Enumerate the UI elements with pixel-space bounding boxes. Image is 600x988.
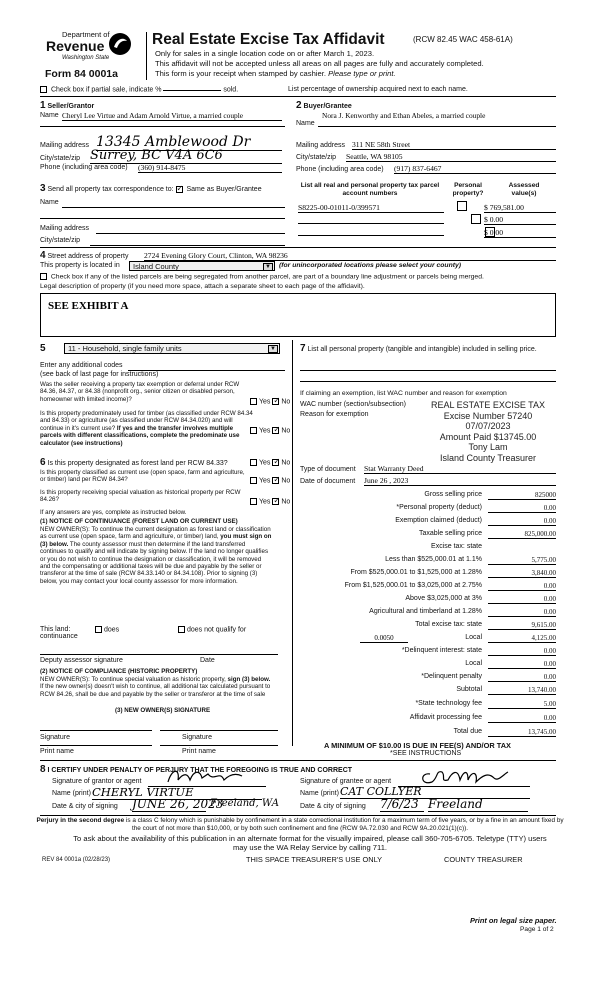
grantor-signature-row: Signature of grantor or agent [52, 778, 292, 785]
parcel-col-header: List all real and personal property tax parcel account numbers [300, 182, 440, 197]
total-state-row: Total excise tax: state 9,615.00 [415, 621, 556, 629]
buyer-phone-row: Phone (including area code) (917) 837-6467 [296, 166, 556, 173]
q-timber: Is this property predominately used for timber (as classified under RCW 84.34 and 84.33) or agriculture (as classified under RCW 84.34.020) and will continue in it's current use? If yes and the transfer involves multiple parcels with different classifications, complete the predominate use calculator (see instructions) [40, 410, 253, 447]
parcel-number-3[interactable] [298, 234, 444, 236]
deputy-signature-line[interactable] [40, 654, 278, 655]
new-owner-print-1[interactable] [40, 745, 152, 746]
form-title: Real Estate Excise Tax Affidavit [152, 31, 385, 48]
grantor-name-row: Name (print) CHERYL VIRTUE [52, 790, 292, 797]
historic-no-checkbox[interactable] [272, 498, 279, 505]
street-address-field[interactable]: 2724 Evening Glory Court, Clinton, WA 98236 [144, 251, 556, 261]
grantor-date-field[interactable]: JUNE 26, 2023 [132, 797, 224, 811]
personal-checkbox-2[interactable] [471, 214, 481, 224]
tier1-row: Less than $525,000.01 at 1.1% 5,775.00 [385, 556, 556, 564]
grantee-name-field[interactable]: CAT COLLYER [340, 785, 530, 799]
gross-price-row: Gross selling price 825000 [424, 491, 556, 499]
dept-of-text: Department of [62, 30, 110, 39]
certify-heading: 8 I CERTIFY UNDER PENALTY OF PERJURY THAT THE FOREGOING IS TRUE AND CORRECT [40, 764, 353, 775]
tier2-row: From $525,000.01 to $1,525,000 at 1.28% 3,840.00 [350, 569, 556, 577]
state-text: Washington State [62, 55, 110, 61]
notice-compliance-text: NEW OWNER(S): To continue special valuation as historic property, sign (3) below. If the new owner(s) doesn't wish to continue, all additional tax calculated pursuant to RCW 84.26, shall be due and payable by the seller or transferor at the time of sale [40, 676, 271, 698]
q-current-use: Is this property classified as current use (open space, farm and agriculture, or timber) land per RCW 84.34? [40, 469, 245, 484]
corr-mailing-field[interactable] [96, 232, 285, 234]
header-divider [146, 32, 147, 80]
grantee-city-field[interactable]: Freeland [428, 797, 528, 812]
local-tax-row: 0.0050 Local 4,125.00 [300, 634, 556, 645]
treasurer-stamp: REAL ESTATE EXCISE TAX Excise Number 57240 07/07/2023 Amount Paid $13745.00 Tony Lam Island County Treasurer [430, 400, 546, 463]
parcel-number-1[interactable]: S8225-00-01011-0/399571 [298, 203, 444, 213]
q-current-use-answers: Yes ✓ No [250, 477, 290, 484]
grantee-date-row: Date & city of signing 7/6/23 Freeland [300, 803, 556, 810]
grantor-date-row: Date & city of signing JUNE 26, 2023 Freeland, WA [52, 797, 279, 811]
not-qualifies-checkbox[interactable] [178, 626, 185, 633]
q-exemption-answers: Yes ✓ No [250, 398, 290, 405]
affidavit-fee-row: Affidavit processing fee 0.00 [409, 714, 556, 722]
exemption-no-checkbox[interactable] [272, 398, 279, 405]
q-historic-answers: Yes ✓ No [250, 498, 290, 505]
seller-name-row: Name Cheryl Lee Virtue and Adam Arnold Virtue, a married couple [40, 112, 285, 119]
chevron-down-icon: ▼ [268, 345, 278, 353]
form-number: Form 84 0001a [45, 68, 118, 80]
seller-heading: 1 Seller/Grantor [40, 100, 95, 111]
header-line3: This form is your receipt when stamped by cashier. Please type or print. [155, 69, 396, 78]
minimum-due-note: A MINIMUM OF $10.00 IS DUE IN FEE(S) AND/OR TAX [324, 741, 511, 750]
corr-name-field[interactable] [62, 206, 285, 208]
rcw-ref: (RCW 82.45 WAC 458-61A) [413, 35, 513, 44]
land-use-select[interactable]: 11 - Household, single family units ▼ [64, 343, 280, 354]
taxable-price-row: Taxable selling price 825,000.00 [418, 530, 556, 538]
tier3-row: From $1,525,000.01 to $3,025,000 at 2.75% 0.00 [344, 582, 556, 590]
header-line2: This affidavit will not be accepted unless all areas on all pages are fully and accurately completed. [155, 59, 484, 68]
parcel-number-2[interactable] [298, 222, 444, 224]
q-forest-answers: Yes ✓ No [250, 459, 290, 466]
correspondence-heading: 3 Send all property tax correspondence to: ✓ Same as Buyer/Grantee [40, 183, 290, 194]
grantee-date-field[interactable]: 7/6/23 [380, 797, 424, 812]
new-owner-signature-2[interactable] [160, 730, 278, 731]
same-as-buyer-checkbox[interactable] [176, 186, 183, 193]
exemption-yes-checkbox[interactable] [250, 398, 257, 405]
exemption-deduct-row: Exemption claimed (deduct) 0.00 [395, 517, 556, 525]
doc-type-field[interactable]: Stat Warranty Deed [364, 464, 556, 474]
buyer-city-field[interactable]: Seattle, WA 98105 [346, 152, 556, 162]
corr-city-field[interactable] [90, 244, 285, 246]
new-owner-print-2[interactable] [160, 745, 278, 746]
segregated-row: Check box if any of the listed parcels are being segregated from another parcel, are part of a boundary line adjustment or parcels being merged. [40, 273, 570, 280]
grantor-city-field[interactable]: Freeland, WA [210, 798, 279, 809]
street-row: 4 Street address of property 2724 Evening Glory Court, Clinton, WA 98236 [40, 250, 556, 261]
gross-price-field[interactable]: 825000 [488, 491, 556, 500]
personal-col-header: Personal property? [452, 182, 484, 197]
header-line1: Only for sales in a single location code on or after March 1, 2023. [155, 49, 375, 58]
q-timber-answers: Yes ✓ No [250, 427, 290, 434]
timber-yes-checkbox[interactable] [250, 427, 257, 434]
personal-deduct-row: *Personal property (deduct) 0.00 [396, 504, 556, 512]
corr-name-row: Name [40, 199, 285, 206]
agri-row: Agricultural and timberland at 1.28% 0.00 [369, 608, 556, 616]
seller-phone-row: Phone (including area code) (360) 914-8475 [40, 164, 285, 171]
additional-codes-row: Enter any additional codes [40, 362, 285, 369]
delinquent-interest-row: *Delinquent interest: state 0.00 [401, 647, 556, 655]
doc-date-row: Date of document June 26 , 2023 [300, 478, 556, 485]
personal-property-label: 7 List all personal property (tangible and intangible) included in selling price. [300, 343, 537, 354]
revenue-logo-icon [108, 32, 132, 56]
perjury-notice: Perjury in the second degree is a class C felony which is punishable by confinement in a state correctional institution for a maximum term of five years, or by a fine in an amount fixed by the court of not more than $10,000, or by both such confinement and fine (RCW 9A.72.030 and RCW 9A.20.021(1)(c)). [36, 817, 564, 832]
buyer-mailing-field[interactable]: 311 NE 58th Street [352, 140, 556, 150]
tech-fee-row: *State technology fee 5.00 [415, 700, 556, 708]
new-owner-signature-1[interactable] [40, 730, 152, 731]
this-land-row: This land: does does not qualify for continuance [40, 626, 247, 640]
corr-mailing-row: Mailing address [40, 225, 285, 232]
grantee-name-row: Name (print) CAT COLLYER [300, 790, 556, 797]
assessed-value-2[interactable]: $ 0.00 [484, 215, 556, 225]
timber-no-checkbox[interactable] [272, 427, 279, 434]
doc-date-field[interactable]: June 26 , 2023 [364, 476, 556, 486]
assessed-value-1[interactable]: $ 769,581.00 [484, 203, 556, 213]
local-interest-row: Local 0.00 [465, 660, 556, 668]
buyer-name-field[interactable]: Nora J. Kenworthy and Ethan Abeles, a married couple [322, 111, 486, 120]
ownership-note: List percentage of ownership acquired next to each name. [288, 86, 468, 93]
corr-city-row: City/state/zip [40, 237, 285, 244]
buyer-heading: 2 Buyer/Grantee [296, 100, 352, 111]
personal-property-line-1[interactable] [300, 370, 556, 371]
legal-description-label: Legal description of property (if you need more space, attach a separate sheet to each page of the affidavit). [40, 283, 365, 290]
county-select[interactable]: Island County ▼ [129, 261, 275, 271]
delinquent-penalty-row: *Delinquent penalty 0.00 [421, 673, 556, 681]
q-exemption: Was the seller receiving a property tax exemption or deferral under RCW 84.36, 84.37, or 84.38 (nonprofit org., senior citizen or disabled person, homeowner with limited income)? [40, 381, 240, 403]
forest-no-checkbox[interactable] [272, 459, 279, 466]
legal-description-box[interactable]: SEE EXHIBIT A [40, 293, 556, 337]
seller-mailing-field[interactable]: 13345 Amblewood Dr [96, 134, 282, 151]
seller-city-field[interactable]: Surrey, BC V4A 6C6 [90, 148, 282, 164]
tier4-row: Above $3,025,000 at 3% 0.00 [405, 595, 556, 603]
alt-format-notice: To ask about the availability of this publication in an alternate format for the visually impaired, please call 360-705-6705. Teletype (TTY) users may use the WA Relay Service by calling 711. [73, 834, 547, 852]
chevron-down-icon: ▼ [263, 263, 273, 271]
current-use-no-checkbox[interactable] [272, 477, 279, 484]
q-historic: Is this property receiving special valuation as historical property per RCW 84.26? [40, 489, 241, 504]
local-rate-field[interactable]: 0.0050 [360, 634, 408, 643]
partial-sale-checkbox[interactable] [40, 86, 47, 93]
subtotal-row: Subtotal 13,740.00 [456, 686, 556, 694]
qualifies-checkbox[interactable] [95, 626, 102, 633]
q-forest: 6 Is this property designated as forest land per RCW 84.33? [40, 457, 228, 468]
grantee-signature-row: Signature of grantee or agent [300, 778, 556, 785]
buyer-city-row: City/state/zip Seattle, WA 98105 [296, 154, 556, 161]
buyer-mailing-row: Mailing address 311 NE 58th Street [296, 142, 556, 149]
seller-name-field[interactable]: Cheryl Lee Virtue and Adam Arnold Virtue, a married couple [62, 111, 282, 121]
revenue-wordmark: Revenue [46, 38, 105, 54]
total-due-row: Total due 13,745.00 [453, 728, 556, 736]
partial-sale-row: Check box if partial sale, indicate % sold. List percentage of ownership acquired next to each name. [40, 86, 570, 93]
excise-state-label: Excise tax: state [431, 543, 482, 550]
personal-checkbox-1[interactable] [457, 201, 467, 211]
doc-type-row: Type of document Stat Warranty Deed [300, 466, 556, 473]
buyer-phone-field[interactable]: (917) 837-6467 [394, 164, 556, 174]
notice-continuance-text: NEW OWNER(S): To continue the current designation as forest land or classification as current use (open space, farm and agriculture, or timber) land, you must sign on (3) below. The county assessor must then determine if the land transferred continues to qualify and will indicate by signing below. If the land no longer qualifies or you do not wish to continue the designation or classification, it will be removed and the compensating or additional taxes will be due and payable by the seller or transferor at the time of sale (RCW 84.33.140 or 84.34.108). Prior to signing (3) below, you may contact your local county assessor for more information. [40, 526, 272, 585]
current-use-yes-checkbox[interactable] [250, 477, 257, 484]
county-row: This property is located in Island County ▼ (for unincorporated locations please select your county) [40, 262, 462, 271]
seller-phone-field[interactable]: (360) 914-8475 [138, 163, 282, 173]
assessed-col-header: Assessed value(s) [508, 182, 540, 197]
historic-yes-checkbox[interactable] [250, 498, 257, 505]
personal-property-line-2[interactable] [300, 381, 556, 382]
forest-yes-checkbox[interactable] [250, 459, 257, 466]
segregated-checkbox[interactable] [40, 273, 47, 280]
grantor-name-field[interactable]: CHERYL VIRTUE [92, 785, 262, 800]
assessed-value-3[interactable]: $ 0.00 [484, 228, 556, 238]
